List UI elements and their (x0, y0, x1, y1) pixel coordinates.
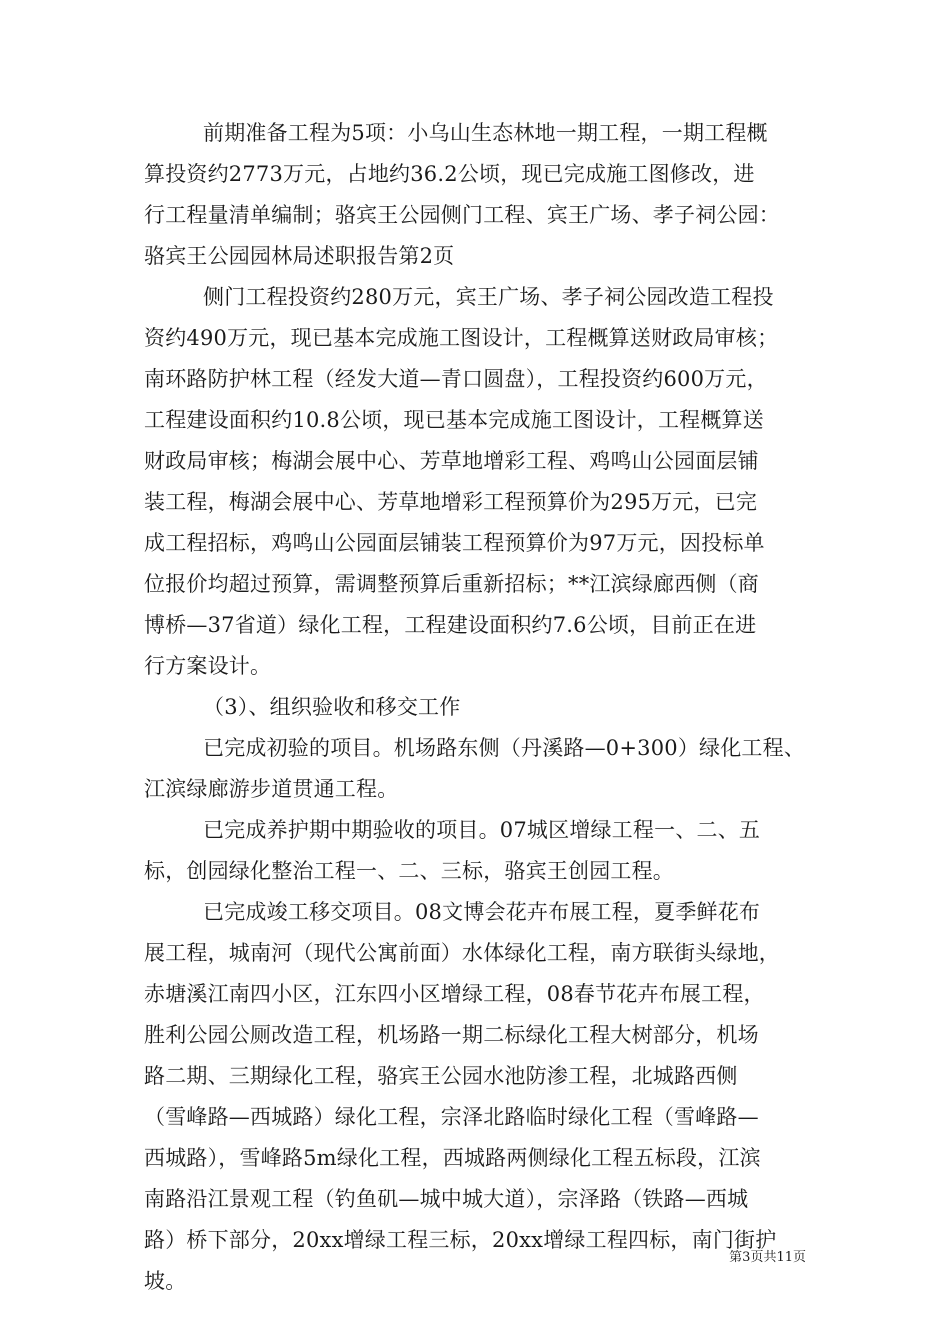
text-line: 坡。 (144, 1269, 187, 1293)
page-number: 第3页共11页 (729, 1250, 806, 1265)
text-line: 行方案设计。 (144, 654, 272, 678)
text-line: 博桥—37省道）绿化工程，工程建设面积约7.6公顷，目前正在进 (144, 613, 757, 637)
text-line: 装工程，梅湖会展中心、芳草地增彩工程预算价为295万元，已完 (144, 490, 758, 514)
text-line: 胜利公园公厕改造工程，机场路一期二标绿化工程大树部分，机场 (144, 1023, 759, 1047)
text-line: 财政局审核；梅湖会展中心、芳草地增彩工程、鸡鸣山公园面层铺 (144, 449, 759, 473)
text-line: 成工程招标，鸡鸣山公园面层铺装工程预算价为97万元，因投标单 (144, 531, 765, 555)
text-line: 南环路防护林工程（经发大道—青口圆盘），工程投资约600万元， (144, 367, 768, 391)
text-line: 前期准备工程为5项：小乌山生态林地一期工程，一期工程概 (203, 121, 768, 145)
text-line: 路）桥下部分，20xx增绿工程三标，20xx增绿工程四标，南门街护 (144, 1228, 777, 1252)
text-line: 工程建设面积约10.8公顷，现已基本完成施工图设计，工程概算送 (144, 408, 764, 432)
text-line: 已完成初验的项目。机场路东侧（丹溪路—0+300）绿化工程、 (203, 736, 806, 760)
section-heading: （3）、组织验收和移交工作 (203, 695, 461, 719)
text-line: 展工程，城南河（现代公寓前面）水体绿化工程，南方联街头绿地， (144, 941, 780, 965)
text-line: 已完成竣工移交项目。08文博会花卉布展工程，夏季鲜花布 (203, 900, 761, 924)
text-line: 行工程量清单编制；骆宾王公园侧门工程、宾王广场、孝子祠公园： (144, 203, 780, 227)
text-line: 位报价均超过预算，需调整预算后重新招标；**江滨绿廊西侧（商 (144, 572, 759, 596)
text-line: 江滨绿廊游步道贯通工程。 (144, 777, 399, 801)
text-line: 骆宾王公园园林局述职报告第2页 (144, 244, 455, 268)
text-line: 赤塘溪江南四小区，江东四小区增绿工程，08春节花卉布展工程， (144, 982, 765, 1006)
text-line: 已完成养护期中期验收的项目。07城区增绿工程一、二、五 (203, 818, 761, 842)
text-line: 资约490万元，现已基本完成施工图设计，工程概算送财政局审核； (144, 326, 779, 350)
text-line: 路二期、三期绿化工程，骆宾王公园水池防渗工程，北城路西侧 (144, 1064, 738, 1088)
text-line: 算投资约2773万元，占地约36.2公顷，现已完成施工图修改，进 (144, 162, 755, 186)
text-line: 西城路），雪峰路5m绿化工程，西城路两侧绿化工程五标段，江滨 (144, 1146, 761, 1170)
text-line: 南路沿江景观工程（钓鱼矶—城中城大道），宗泽路（铁路—西城 (144, 1187, 749, 1211)
text-line: 侧门工程投资约280万元，宾王广场、孝子祠公园改造工程投 (203, 285, 774, 309)
text-line: （雪峰路—西城路）绿化工程，宗泽北路临时绿化工程（雪峰路— (144, 1105, 759, 1129)
text-line: 标，创园绿化整治工程一、二、三标，骆宾王创园工程。 (144, 859, 674, 883)
